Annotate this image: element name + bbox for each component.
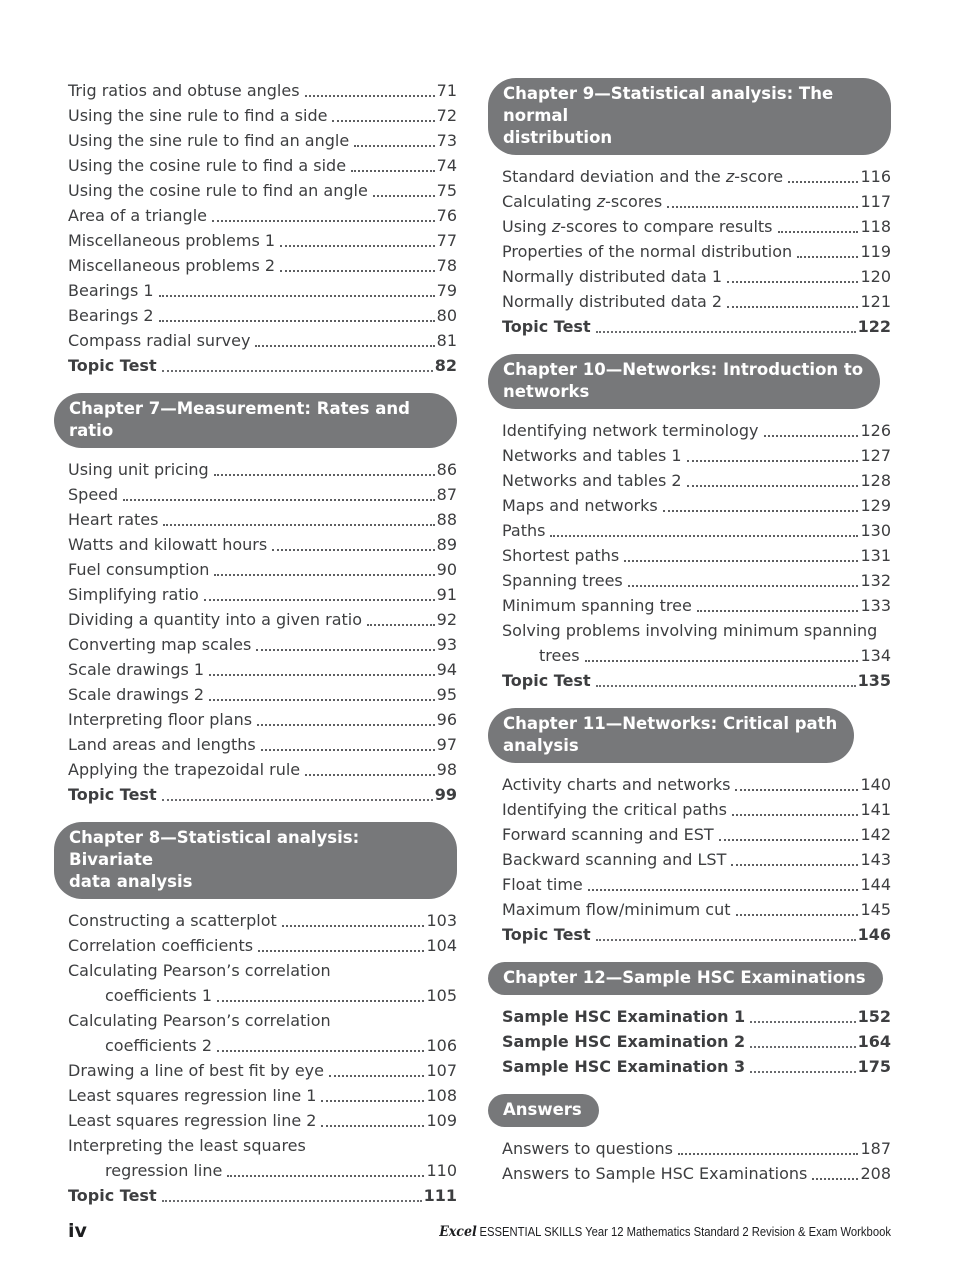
toc-entry-line xyxy=(68,958,457,983)
toc-entry-title: Correlation coefficients xyxy=(68,936,254,955)
toc-entry-title: Normally distributed data 1 xyxy=(502,267,723,286)
page-number: 80 xyxy=(436,306,457,325)
toc-entry-title: Shortest paths xyxy=(502,546,620,565)
dot-leader xyxy=(750,1071,855,1073)
dot-leader xyxy=(596,331,856,333)
page-number: 133 xyxy=(860,596,891,615)
page-number: 130 xyxy=(860,521,891,540)
toc-entry-title: coefficients 2 xyxy=(105,1036,212,1055)
toc-entry-title: Answers to Sample HSC Examinations xyxy=(502,1164,808,1183)
page-number: 95 xyxy=(436,685,457,704)
toc-section xyxy=(502,78,891,339)
toc-entry-line xyxy=(68,1183,457,1208)
dot-leader xyxy=(750,1046,855,1048)
dot-leader xyxy=(687,485,859,487)
dot-leader xyxy=(227,1175,424,1177)
page-number: 175 xyxy=(857,1057,891,1076)
dot-leader xyxy=(217,1000,424,1002)
toc-entry-title: Calculating z-scores xyxy=(502,192,663,211)
toc-entry-title: trees xyxy=(539,646,580,665)
page-number: 105 xyxy=(426,986,457,1005)
page-number: 131 xyxy=(860,546,891,565)
toc-entry-line xyxy=(502,443,891,468)
chapter-pill xyxy=(54,393,457,448)
page-number: 109 xyxy=(426,1111,457,1130)
toc-entry-line xyxy=(68,507,457,532)
chapter-pill xyxy=(488,78,891,155)
toc-entry-line xyxy=(68,1058,457,1083)
page-number: 111 xyxy=(423,1186,457,1205)
toc-entry-line xyxy=(502,189,891,214)
dot-leader xyxy=(209,699,435,701)
page-number: 82 xyxy=(434,356,457,375)
toc-entry-title: Dividing a quantity into a given ratio xyxy=(68,610,362,629)
dot-leader xyxy=(257,724,435,726)
dot-leader xyxy=(261,749,435,751)
page-number: 78 xyxy=(436,256,457,275)
toc-entry-line xyxy=(68,582,457,607)
toc-entry-line xyxy=(68,707,457,732)
brand-name: Excel xyxy=(439,1224,477,1240)
toc-entry-title: Heart rates xyxy=(68,510,159,529)
chapter-pill-line: Chapter 9—Statistical analysis: The normal xyxy=(503,84,834,125)
toc-entry-title: Using unit pricing xyxy=(68,460,209,479)
dot-leader xyxy=(812,1178,858,1180)
page-number: 79 xyxy=(436,281,457,300)
toc-entry-line xyxy=(68,203,457,228)
toc-entry-line xyxy=(68,278,457,303)
page-number: 144 xyxy=(860,875,891,894)
toc-entry-line xyxy=(502,314,891,339)
toc-entry-line xyxy=(502,872,891,897)
toc-entry-title: Topic Test xyxy=(68,1186,157,1205)
dot-leader xyxy=(788,181,858,183)
toc-entry-line xyxy=(502,1054,891,1079)
dot-leader xyxy=(258,950,424,952)
dot-leader xyxy=(732,814,859,816)
page-number: 86 xyxy=(436,460,457,479)
page-number: 120 xyxy=(860,267,891,286)
page-number: 98 xyxy=(436,760,457,779)
chapter-pill xyxy=(488,354,880,409)
dot-leader xyxy=(212,220,435,222)
footer-page-number: iv xyxy=(68,1220,87,1242)
toc-entry-line xyxy=(68,78,457,103)
toc-entry-title: regression line xyxy=(105,1161,223,1180)
dot-leader xyxy=(204,599,435,601)
toc-section xyxy=(502,947,891,1079)
dot-leader xyxy=(351,170,435,172)
toc-entry-title: Bearings 2 xyxy=(68,306,154,325)
toc-entry-line xyxy=(502,289,891,314)
page-number: 89 xyxy=(436,535,457,554)
toc-entry-line xyxy=(502,264,891,289)
page-number: 132 xyxy=(860,571,891,590)
dot-leader xyxy=(280,245,435,247)
dot-leader xyxy=(162,1200,422,1202)
toc-entry-line xyxy=(502,897,891,922)
chapter-pill-line: distribution xyxy=(503,128,613,147)
toc-entry-line xyxy=(502,568,891,593)
toc-entry-title: Standard deviation and the z-score xyxy=(502,167,784,186)
chapter-pill-line: Chapter 10—Networks: Introduction to xyxy=(503,360,864,379)
toc-entry-title: Networks and tables 1 xyxy=(502,446,682,465)
toc-entry-line xyxy=(68,607,457,632)
toc-entry-line xyxy=(68,1133,457,1158)
page-number: 106 xyxy=(426,1036,457,1055)
dot-leader xyxy=(797,256,858,258)
toc-entry-title: Topic Test xyxy=(502,925,591,944)
toc-entry-line xyxy=(68,328,457,353)
toc-entry-title: Activity charts and networks xyxy=(502,775,731,794)
toc-entry-line xyxy=(502,493,891,518)
toc-entry-line xyxy=(68,1158,457,1183)
dot-leader xyxy=(305,95,435,97)
toc-entry-line xyxy=(502,1004,891,1029)
page-number: 141 xyxy=(860,800,891,819)
toc-entry-title: Using z-scores to compare results xyxy=(502,217,773,236)
toc-entry-title: Topic Test xyxy=(502,671,591,690)
toc-entry-title: Identifying the critical paths xyxy=(502,800,727,819)
page-number: 187 xyxy=(860,1139,891,1158)
toc-entry-title: Answers to questions xyxy=(502,1139,673,1158)
toc-entry-title: Solving problems involving minimum spanning xyxy=(502,621,878,640)
toc-entry-line xyxy=(68,657,457,682)
toc-entry-line xyxy=(68,482,457,507)
toc-entry-title: Drawing a line of best fit by eye xyxy=(68,1061,324,1080)
toc-entry-title: Minimum spanning tree xyxy=(502,596,692,615)
toc-entry-title: Paths xyxy=(502,521,546,540)
dot-leader xyxy=(209,674,435,676)
dot-leader xyxy=(687,460,859,462)
dot-leader xyxy=(585,660,859,662)
toc-entry-title: Using the cosine rule to find an angle xyxy=(68,181,368,200)
dot-leader xyxy=(596,685,856,687)
toc-entry-title: Trig ratios and obtuse angles xyxy=(68,81,300,100)
toc-entry-line xyxy=(502,214,891,239)
toc-entry-title: Backward scanning and LST xyxy=(502,850,727,869)
toc-entry-line xyxy=(68,1083,457,1108)
page-number: 208 xyxy=(860,1164,891,1183)
toc-entry-line xyxy=(68,103,457,128)
chapter-pill-line: Chapter 11—Networks: Critical path xyxy=(503,714,838,733)
dot-leader xyxy=(217,1050,424,1052)
page-number: 77 xyxy=(436,231,457,250)
dot-leader xyxy=(367,624,435,626)
chapter-pill xyxy=(488,708,854,763)
toc-entry-line xyxy=(68,178,457,203)
toc-entry-title: Calculating Pearson’s correlation xyxy=(68,1011,331,1030)
dot-leader xyxy=(321,1100,424,1102)
page-number: 92 xyxy=(436,610,457,629)
toc-entry-title: Scale drawings 1 xyxy=(68,660,205,679)
toc-entry-title: Using the sine rule to find a side xyxy=(68,106,328,125)
dot-leader xyxy=(373,195,435,197)
toc-entry-line xyxy=(502,543,891,568)
dot-leader xyxy=(162,370,433,372)
page-number: 97 xyxy=(436,735,457,754)
toc-entry-title: Least squares regression line 2 xyxy=(68,1111,317,1130)
toc-entry-line xyxy=(68,732,457,757)
toc-entry-title: Simplifying ratio xyxy=(68,585,199,604)
toc-entry-line xyxy=(68,532,457,557)
dot-leader xyxy=(596,939,856,941)
dot-leader xyxy=(214,474,435,476)
toc-entry-line xyxy=(68,1108,457,1133)
toc-entry-line xyxy=(68,228,457,253)
dot-leader xyxy=(667,206,858,208)
toc-entry-title: Miscellaneous problems 2 xyxy=(68,256,276,275)
dot-leader xyxy=(329,1075,424,1077)
dot-leader xyxy=(332,120,434,122)
toc-section xyxy=(502,1079,891,1186)
toc-entry-title: Identifying network terminology xyxy=(502,421,759,440)
toc-entry-title: Sample HSC Examination 1 xyxy=(502,1007,746,1026)
table-of-contents xyxy=(54,78,891,1208)
dot-leader xyxy=(255,345,434,347)
chapter-pill xyxy=(488,962,883,995)
dot-leader xyxy=(163,524,434,526)
toc-entry-line xyxy=(68,1008,457,1033)
toc-entry-title: Maps and networks xyxy=(502,496,658,515)
toc-entry-title: Calculating Pearson’s correlation xyxy=(68,961,331,980)
page-number: 103 xyxy=(426,911,457,930)
page-number: 128 xyxy=(860,471,891,490)
toc-entry-line xyxy=(68,128,457,153)
toc-entry-title: Properties of the normal distribution xyxy=(502,242,793,261)
dot-leader xyxy=(628,585,859,587)
dot-leader xyxy=(159,295,435,297)
page-number: 108 xyxy=(426,1086,457,1105)
toc-entry-line xyxy=(502,1136,891,1161)
page-number: 119 xyxy=(860,242,891,261)
toc-entry-line xyxy=(68,153,457,178)
chapter-pill xyxy=(54,822,457,899)
dot-leader xyxy=(282,925,425,927)
toc-entry-line xyxy=(502,847,891,872)
page-number: 96 xyxy=(436,710,457,729)
dot-leader xyxy=(354,145,434,147)
toc-entry-line xyxy=(68,303,457,328)
dot-leader xyxy=(750,1021,855,1023)
page-number: 121 xyxy=(860,292,891,311)
toc-entry-line xyxy=(502,797,891,822)
toc-entry-line xyxy=(68,457,457,482)
footer-book-title xyxy=(439,1224,891,1240)
page-number: 110 xyxy=(426,1161,457,1180)
toc-entry-title: Topic Test xyxy=(68,356,157,375)
toc-entry-title: Using the sine rule to find an angle xyxy=(68,131,350,150)
toc-entry-title: Speed xyxy=(68,485,119,504)
dot-leader xyxy=(719,839,859,841)
page-number: 76 xyxy=(436,206,457,225)
toc-entry-line xyxy=(502,1029,891,1054)
chapter-pill-line: Chapter 7—Measurement: Rates and ratio xyxy=(69,399,410,440)
page-number: 73 xyxy=(436,131,457,150)
toc-entry-title: Interpreting floor plans xyxy=(68,710,253,729)
chapter-pill-line: Chapter 8—Statistical analysis: Bivariate xyxy=(69,828,360,869)
dot-leader xyxy=(123,499,434,501)
page-number: 143 xyxy=(860,850,891,869)
dot-leader xyxy=(727,281,858,283)
dot-leader xyxy=(272,549,434,551)
toc-entry-line xyxy=(502,518,891,543)
toc-entry-title: Area of a triangle xyxy=(68,206,207,225)
toc-entry-line xyxy=(502,643,891,668)
toc-entry-line xyxy=(502,668,891,693)
toc-entry-line xyxy=(502,418,891,443)
page-number: 94 xyxy=(436,660,457,679)
page-number: 142 xyxy=(860,825,891,844)
toc-entry-line xyxy=(68,757,457,782)
dot-leader xyxy=(321,1125,424,1127)
dot-leader xyxy=(727,306,858,308)
toc-entry-line xyxy=(502,772,891,797)
toc-entry-line xyxy=(68,557,457,582)
toc-entry-line xyxy=(502,922,891,947)
book-title-text: ESSENTIAL SKILLS Year 12 Mathematics Standard 2 Revision & Exam Workbook xyxy=(479,1225,891,1239)
toc-entry-title: Sample HSC Examination 3 xyxy=(502,1057,746,1076)
dot-leader xyxy=(663,510,859,512)
page-number: 93 xyxy=(436,635,457,654)
toc-entry-title: Networks and tables 2 xyxy=(502,471,682,490)
page-number: 74 xyxy=(436,156,457,175)
toc-entry-title: Applying the trapezoidal rule xyxy=(68,760,301,779)
page-number: 152 xyxy=(857,1007,891,1026)
toc-entry-title: Maximum flow/minimum cut xyxy=(502,900,731,919)
page-number: 146 xyxy=(857,925,891,944)
page-number: 129 xyxy=(860,496,891,515)
chapter-pill-line: analysis xyxy=(503,736,579,755)
dot-leader xyxy=(624,560,858,562)
dot-leader xyxy=(778,231,859,233)
toc-entry-title: Normally distributed data 2 xyxy=(502,292,723,311)
toc-entry-line xyxy=(502,468,891,493)
dot-leader xyxy=(256,649,434,651)
toc-entry-title: Fuel consumption xyxy=(68,560,210,579)
dot-leader xyxy=(162,799,433,801)
dot-leader xyxy=(678,1153,858,1155)
page-number: 90 xyxy=(436,560,457,579)
toc-entry-line xyxy=(502,618,891,643)
toc-entry-title: Scale drawings 2 xyxy=(68,685,205,704)
page-number: 127 xyxy=(860,446,891,465)
chapter-pill xyxy=(488,1094,599,1127)
toc-entry-title: Float time xyxy=(502,875,583,894)
dot-leader xyxy=(731,864,858,866)
toc-section xyxy=(502,339,891,693)
toc-entry-line xyxy=(68,1033,457,1058)
toc-column-right xyxy=(488,78,891,1208)
toc-entry-title: Sample HSC Examination 2 xyxy=(502,1032,746,1051)
page-number: 81 xyxy=(436,331,457,350)
toc-entry-title: Using the cosine rule to find a side xyxy=(68,156,347,175)
page-number: 104 xyxy=(426,936,457,955)
toc-entry-title: Watts and kilowatt hours xyxy=(68,535,268,554)
chapter-pill-line: Chapter 12—Sample HSC Examinations xyxy=(503,968,866,987)
dot-leader xyxy=(280,270,435,272)
toc-entry-title: Least squares regression line 1 xyxy=(68,1086,317,1105)
toc-entry-line xyxy=(68,682,457,707)
toc-entry-title: Spanning trees xyxy=(502,571,623,590)
page-number: 91 xyxy=(436,585,457,604)
toc-column-left xyxy=(54,78,457,1208)
page-number: 116 xyxy=(860,167,891,186)
dot-leader xyxy=(588,889,859,891)
toc-entry-line xyxy=(68,353,457,378)
page-number: 135 xyxy=(857,671,891,690)
page-number: 122 xyxy=(857,317,891,336)
chapter-pill-line: data analysis xyxy=(69,872,193,891)
page-number: 134 xyxy=(860,646,891,665)
dot-leader xyxy=(735,789,858,791)
dot-leader xyxy=(764,435,859,437)
toc-entry-line xyxy=(68,983,457,1008)
page-number: 87 xyxy=(436,485,457,504)
chapter-pill-line: networks xyxy=(503,382,590,401)
toc-entry-title: Converting map scales xyxy=(68,635,252,654)
toc-entry-line xyxy=(502,822,891,847)
page-number: 88 xyxy=(436,510,457,529)
dot-leader xyxy=(550,535,858,537)
toc-entry-title: Interpreting the least squares xyxy=(68,1136,306,1155)
dot-leader xyxy=(214,574,434,576)
toc-entry-line xyxy=(502,593,891,618)
toc-entry-title: Forward scanning and EST xyxy=(502,825,714,844)
page-number: 72 xyxy=(436,106,457,125)
toc-section xyxy=(68,378,457,807)
page-number: 71 xyxy=(436,81,457,100)
page-number: 145 xyxy=(860,900,891,919)
page-number: 107 xyxy=(426,1061,457,1080)
page-number: 118 xyxy=(860,217,891,236)
toc-entry-line xyxy=(502,239,891,264)
chapter-pill-line: Answers xyxy=(503,1100,582,1119)
toc-entry-title: Miscellaneous problems 1 xyxy=(68,231,276,250)
toc-entry-title: Topic Test xyxy=(502,317,591,336)
dot-leader xyxy=(736,914,859,916)
toc-entry-title: Constructing a scatterplot xyxy=(68,911,277,930)
toc-entry-line xyxy=(68,782,457,807)
page-number: 99 xyxy=(434,785,457,804)
page-number: 126 xyxy=(860,421,891,440)
dot-leader xyxy=(159,320,435,322)
toc-entry-line xyxy=(502,1161,891,1186)
toc-section xyxy=(502,693,891,947)
page-number: 117 xyxy=(860,192,891,211)
toc-section xyxy=(68,78,457,378)
page-number: 164 xyxy=(857,1032,891,1051)
toc-entry-line xyxy=(68,933,457,958)
toc-entry-title: Land areas and lengths xyxy=(68,735,256,754)
dot-leader xyxy=(697,610,859,612)
toc-entry-title: Compass radial survey xyxy=(68,331,251,350)
toc-entry-line xyxy=(68,908,457,933)
toc-section xyxy=(68,807,457,1208)
toc-entry-line xyxy=(68,632,457,657)
page-number: 140 xyxy=(860,775,891,794)
toc-entry-title: Bearings 1 xyxy=(68,281,154,300)
toc-entry-title: Topic Test xyxy=(68,785,157,804)
toc-entry-line xyxy=(502,164,891,189)
toc-entry-title: coefficients 1 xyxy=(105,986,212,1005)
dot-leader xyxy=(305,774,435,776)
toc-entry-line xyxy=(68,253,457,278)
page-number: 75 xyxy=(436,181,457,200)
